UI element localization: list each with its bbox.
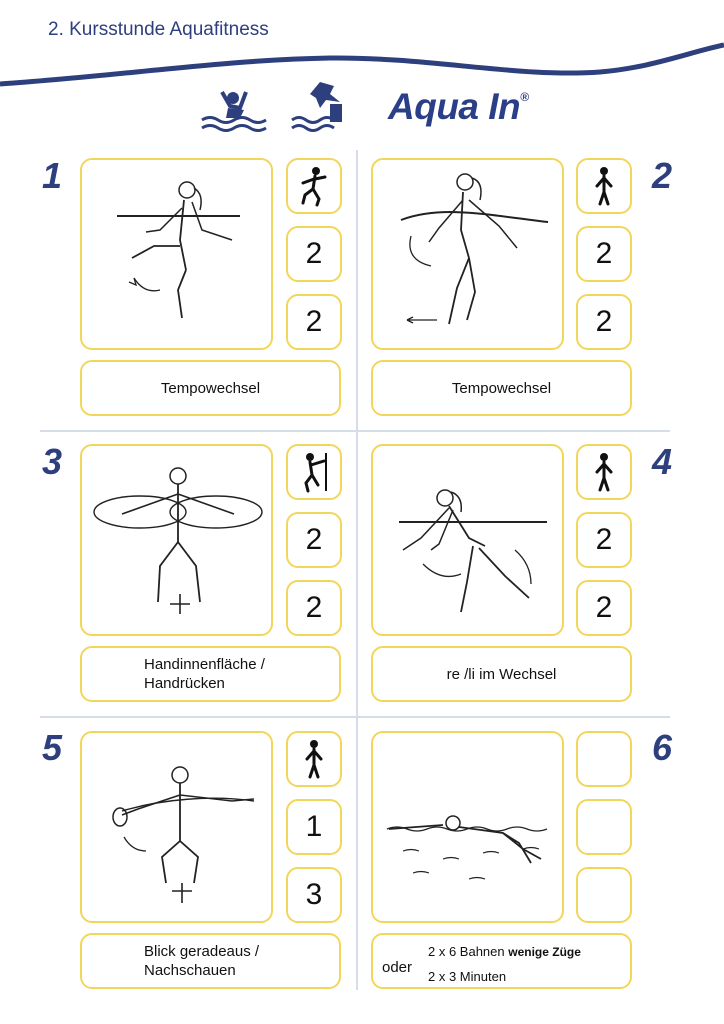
value-box (286, 512, 342, 568)
exercise-illustration (80, 158, 273, 350)
exercise-type-icon (576, 158, 632, 214)
brand-logo (388, 86, 529, 128)
value: 2 (305, 523, 323, 556)
figure-arm-sweep-drawing (82, 733, 271, 921)
value: 1 (305, 810, 323, 843)
caption-line: Nachschauen (144, 962, 236, 979)
exercise-illustration (371, 444, 564, 636)
value: 2 (595, 591, 613, 624)
standing-figure-icon (594, 452, 614, 492)
exercise-illustration (80, 731, 273, 923)
caption-line: Handrücken (144, 675, 225, 692)
hopping-figure-icon (299, 165, 329, 207)
exercise-type-icon (286, 731, 342, 787)
value: 2 (305, 305, 323, 338)
exercise-illustration (80, 444, 273, 636)
caption-emphasis: wenige Züge (508, 945, 581, 959)
exercise-number: 6 (652, 727, 673, 768)
exercise-caption (371, 933, 632, 989)
empty-box (576, 731, 632, 787)
caption-text: Tempowechsel (451, 379, 552, 397)
caption-line-1 (428, 944, 581, 959)
vertical-divider (356, 150, 358, 990)
diver-wave-icon (290, 78, 352, 136)
exercise-caption (371, 360, 632, 416)
swimmer-drawing (373, 733, 562, 921)
page-title: 2. Kursstunde Aquafitness (48, 19, 269, 40)
value: 2 (595, 305, 613, 338)
value-box (286, 580, 342, 636)
value-box (286, 799, 342, 855)
value: 2 (305, 237, 323, 270)
value-box (576, 580, 632, 636)
exercise-illustration (371, 158, 564, 350)
caption-laps: 2 x 6 Bahnen (428, 944, 505, 959)
exercise-illustration (371, 731, 564, 923)
value: 3 (305, 878, 323, 911)
wall-figure-icon (298, 451, 330, 493)
registered-mark: ® (520, 90, 529, 104)
exercise-number: 1 (42, 155, 63, 196)
value-box (576, 512, 632, 568)
horizontal-divider (40, 716, 670, 718)
caption-text: re /li im Wechsel (446, 665, 557, 683)
standing-figure-icon (594, 166, 614, 206)
exercise-type-icon (286, 158, 342, 214)
exercise-caption (371, 646, 632, 702)
figure-kick-drawing (82, 160, 271, 348)
figure-leg-swing-drawing (373, 446, 562, 634)
exercise-caption (80, 646, 341, 702)
value-box (286, 867, 342, 923)
caption-text: Tempowechsel (160, 379, 261, 397)
value: 2 (305, 591, 323, 624)
caption-minutes: 2 x 3 Minuten (428, 969, 507, 984)
caption-line: Handinnenfläche / (144, 656, 265, 673)
caption-line: Blick geradeaus / (144, 943, 260, 960)
empty-box (576, 799, 632, 855)
exercise-caption (80, 360, 341, 416)
value-box (576, 226, 632, 282)
value: 2 (595, 523, 613, 556)
exercise-number: 4 (652, 441, 673, 482)
brand-name: Aqua In (388, 86, 521, 127)
value: 2 (595, 237, 613, 270)
swimmer-wave-icon (200, 86, 268, 136)
standing-figure-icon (304, 739, 324, 779)
exercise-number: 3 (42, 441, 63, 482)
exercise-caption (80, 933, 341, 989)
exercise-type-icon (286, 444, 342, 500)
exercise-number: 5 (42, 727, 63, 768)
caption-oder: oder (382, 959, 413, 976)
value-box (286, 294, 342, 350)
exercise-type-icon (576, 444, 632, 500)
figure-arm-circles-drawing (82, 446, 271, 634)
horizontal-divider (40, 430, 670, 432)
value-box (286, 226, 342, 282)
exercise-number: 2 (652, 155, 673, 196)
figure-leg-back-drawing (373, 160, 562, 348)
value-box (576, 294, 632, 350)
empty-box (576, 867, 632, 923)
header-wave (0, 0, 724, 100)
